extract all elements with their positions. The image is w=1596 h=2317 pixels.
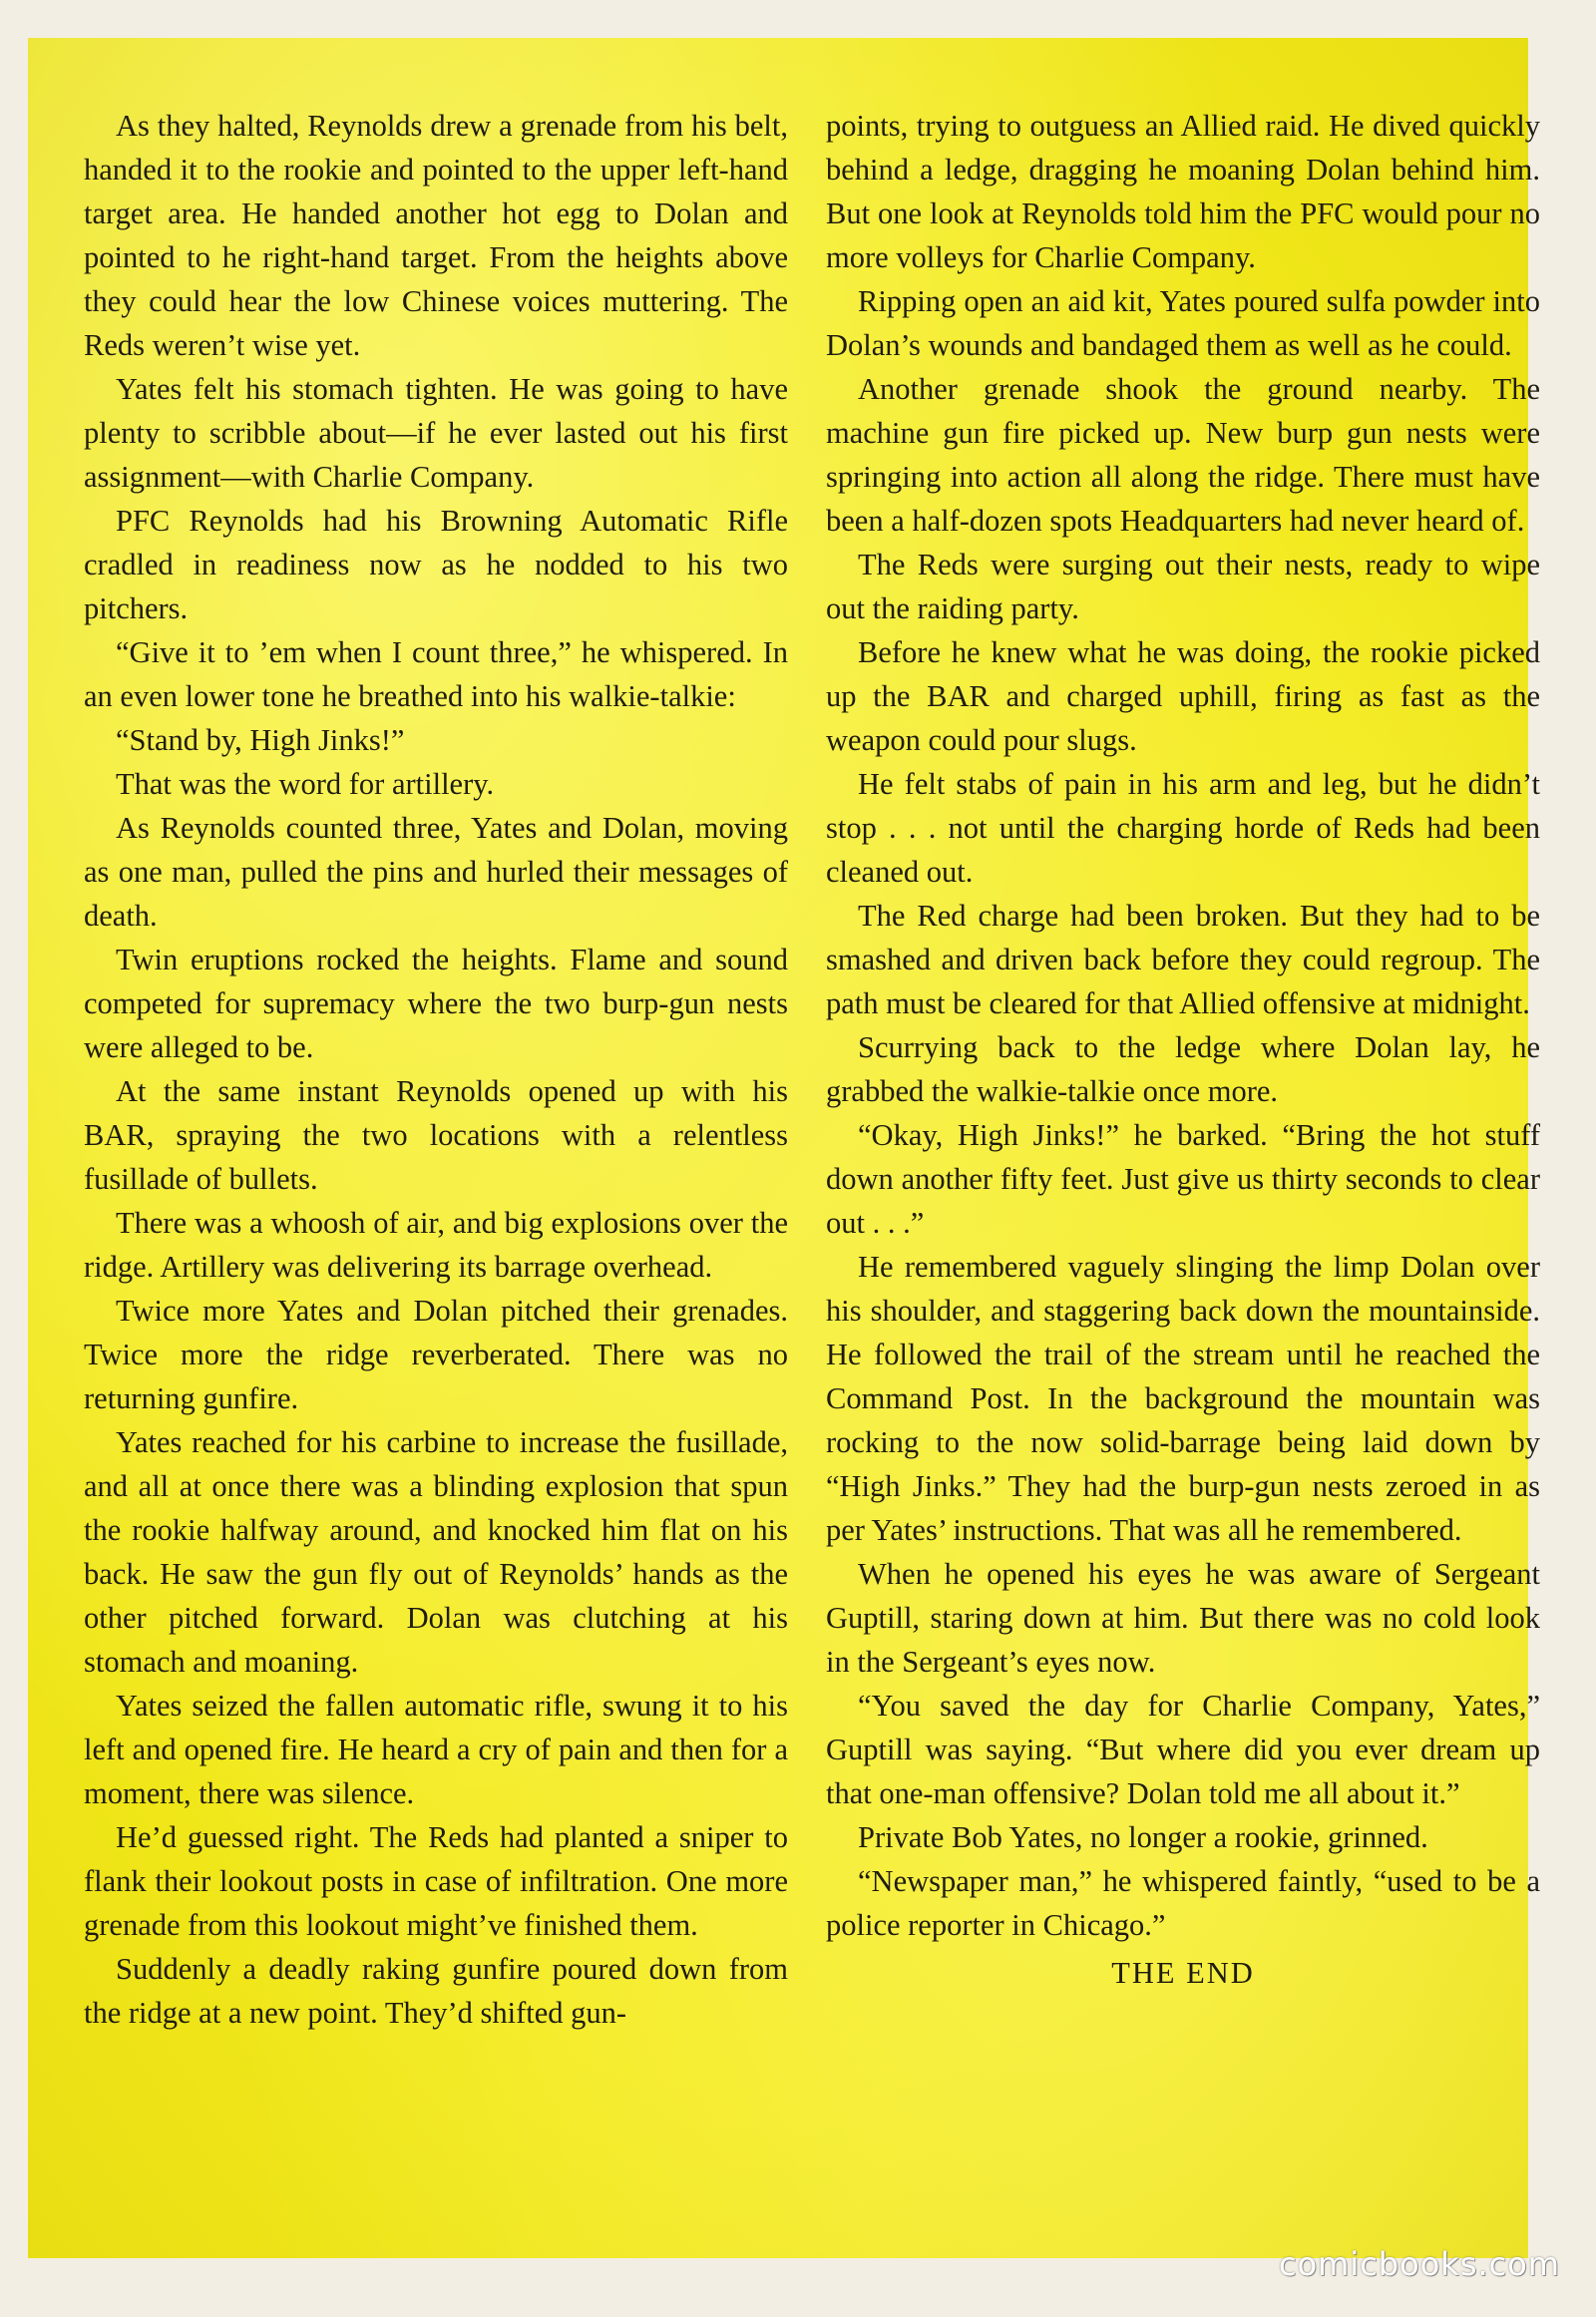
paragraph: Before he knew what he was doing, the rookie picked up the BAR and charged uphill, firing as fast as the weapon could pour slugs. <box>826 635 1540 757</box>
paragraph: When he opened his eyes he was aware of Sergeant Guptill, staring down at him. But there was no cold look in the Sergeant’s eyes now. <box>826 1557 1540 1679</box>
paragraph: Ripping open an aid kit, Yates poured sulfa powder into Dolan’s wounds and bandaged them as well as he could. <box>826 284 1540 362</box>
paragraph: points, trying to outguess an Allied raid. He dived quickly behind a ledge, dragging he moaning Dolan behind him. But one look at Reynolds told him the PFC would pour no more volleys for Charlie Company. <box>826 109 1540 274</box>
paragraph: “Give it to ’em when I count three,” he whispered. In an even lower tone he breathed into his walkie-talkie: <box>84 635 788 713</box>
paragraph: Suddenly a deadly raking gunfire poured down from the ridge at a new point. They’d shifted gun- <box>84 1952 788 2030</box>
paragraph: PFC Reynolds had his Browning Automatic Rifle cradled in readiness now as he nodded to his two pitchers. <box>84 504 788 625</box>
paragraph: “Stand by, High Jinks!” <box>116 723 405 757</box>
paragraph: “You saved the day for Charlie Company, Yates,” Guptill was saying. “But where did you ever dream up that one-man offensive? Dolan told me all about it.” <box>826 1689 1540 1810</box>
paragraph: That was the word for artillery. <box>116 767 495 801</box>
paragraph: Another grenade shook the ground nearby. The machine gun fire picked up. New burp gun nests were springing into action all along the ridge. There must have been a half-dozen spots Headquarters had never heard of. <box>826 372 1540 538</box>
paragraph: Yates reached for his carbine to increase the fusillade, and all at once there was a blinding explosion that spun the rookie halfway around, and knocked him flat on his back. He saw the gun fly out of Reynolds’ hands as the other pitched forward. Dolan was clutching at his stomach and moaning. <box>84 1425 788 1679</box>
paragraph: “Newspaper man,” he whispered faintly, “used to be a police reporter in Chicago.” <box>826 1864 1540 1942</box>
paragraph: As they halted, Reynolds drew a grenade from his belt, handed it to the rookie and pointed to the upper left-hand target area. He handed another hot egg to Dolan and pointed to he right-hand target. From the heights above they could hear the low Chinese voices muttering. The Reds weren’t wise yet. <box>84 109 788 362</box>
paragraph: At the same instant Reynolds opened up with his BAR, spraying the two locations with a relentless fusillade of bullets. <box>84 1074 788 1196</box>
paragraph: He felt stabs of pain in his arm and leg, but he didn’t stop . . . not until the charging horde of Reds had been cleaned out. <box>826 767 1540 889</box>
paragraph: He remembered vaguely slinging the limp Dolan over his shoulder, and staggering back down the mountainside. He followed the trail of the stream until he reached the Command Post. In the background the mountain was rocking to the now solid-barrage being laid down by “High Jinks.” They had the burp-gun nests zeroed in as per Yates’ instructions. That was all he remembered. <box>826 1250 1540 1547</box>
paragraph: Twice more Yates and Dolan pitched their grenades. Twice more the ridge reverberated. There was no returning gunfire. <box>84 1294 788 1415</box>
paragraph: Yates felt his stomach tighten. He was going to have plenty to scribble about—if he ever lasted out his first assignment—with Charlie Company. <box>84 372 788 494</box>
story-page <box>28 38 1540 2258</box>
paragraph: Scurrying back to the ledge where Dolan lay, he grabbed the walkie-talkie once more. <box>826 1030 1540 1108</box>
right-text-column <box>826 104 1540 1995</box>
paragraph: He’d guessed right. The Reds had planted a sniper to flank their lookout posts in case of infiltration. One more grenade from this lookout might’ve finished them. <box>84 1820 788 1942</box>
paragraph: There was a whoosh of air, and big explosions over the ridge. Artillery was delivering its barrage overhead. <box>84 1206 788 1284</box>
paragraph: “Okay, High Jinks!” he barked. “Bring the hot stuff down another fifty feet. Just give us thirty seconds to clear out . . .” <box>826 1118 1540 1240</box>
site-watermark: comicbooks.com <box>1278 2245 1560 2283</box>
paragraph: Private Bob Yates, no longer a rookie, grinned. <box>858 1820 1428 1854</box>
left-text-column <box>84 104 788 2035</box>
paragraph: The Reds were surging out their nests, ready to wipe out the raiding party. <box>826 548 1540 625</box>
paragraph: As Reynolds counted three, Yates and Dolan, moving as one man, pulled the pins and hurled their messages of death. <box>84 811 788 933</box>
paragraph: Yates seized the fallen automatic rifle, swung it to his left and opened fire. He heard a cry of pain and then for a moment, there was silence. <box>84 1689 788 1810</box>
paragraph: The Red charge had been broken. But they had to be smashed and driven back before they could regroup. The path must be cleared for that Allied offensive at midnight. <box>826 899 1540 1020</box>
the-end-label: THE END <box>1111 1956 1255 1990</box>
paragraph: Twin eruptions rocked the heights. Flame and sound competed for supremacy where the two burp-gun nests were alleged to be. <box>84 943 788 1064</box>
